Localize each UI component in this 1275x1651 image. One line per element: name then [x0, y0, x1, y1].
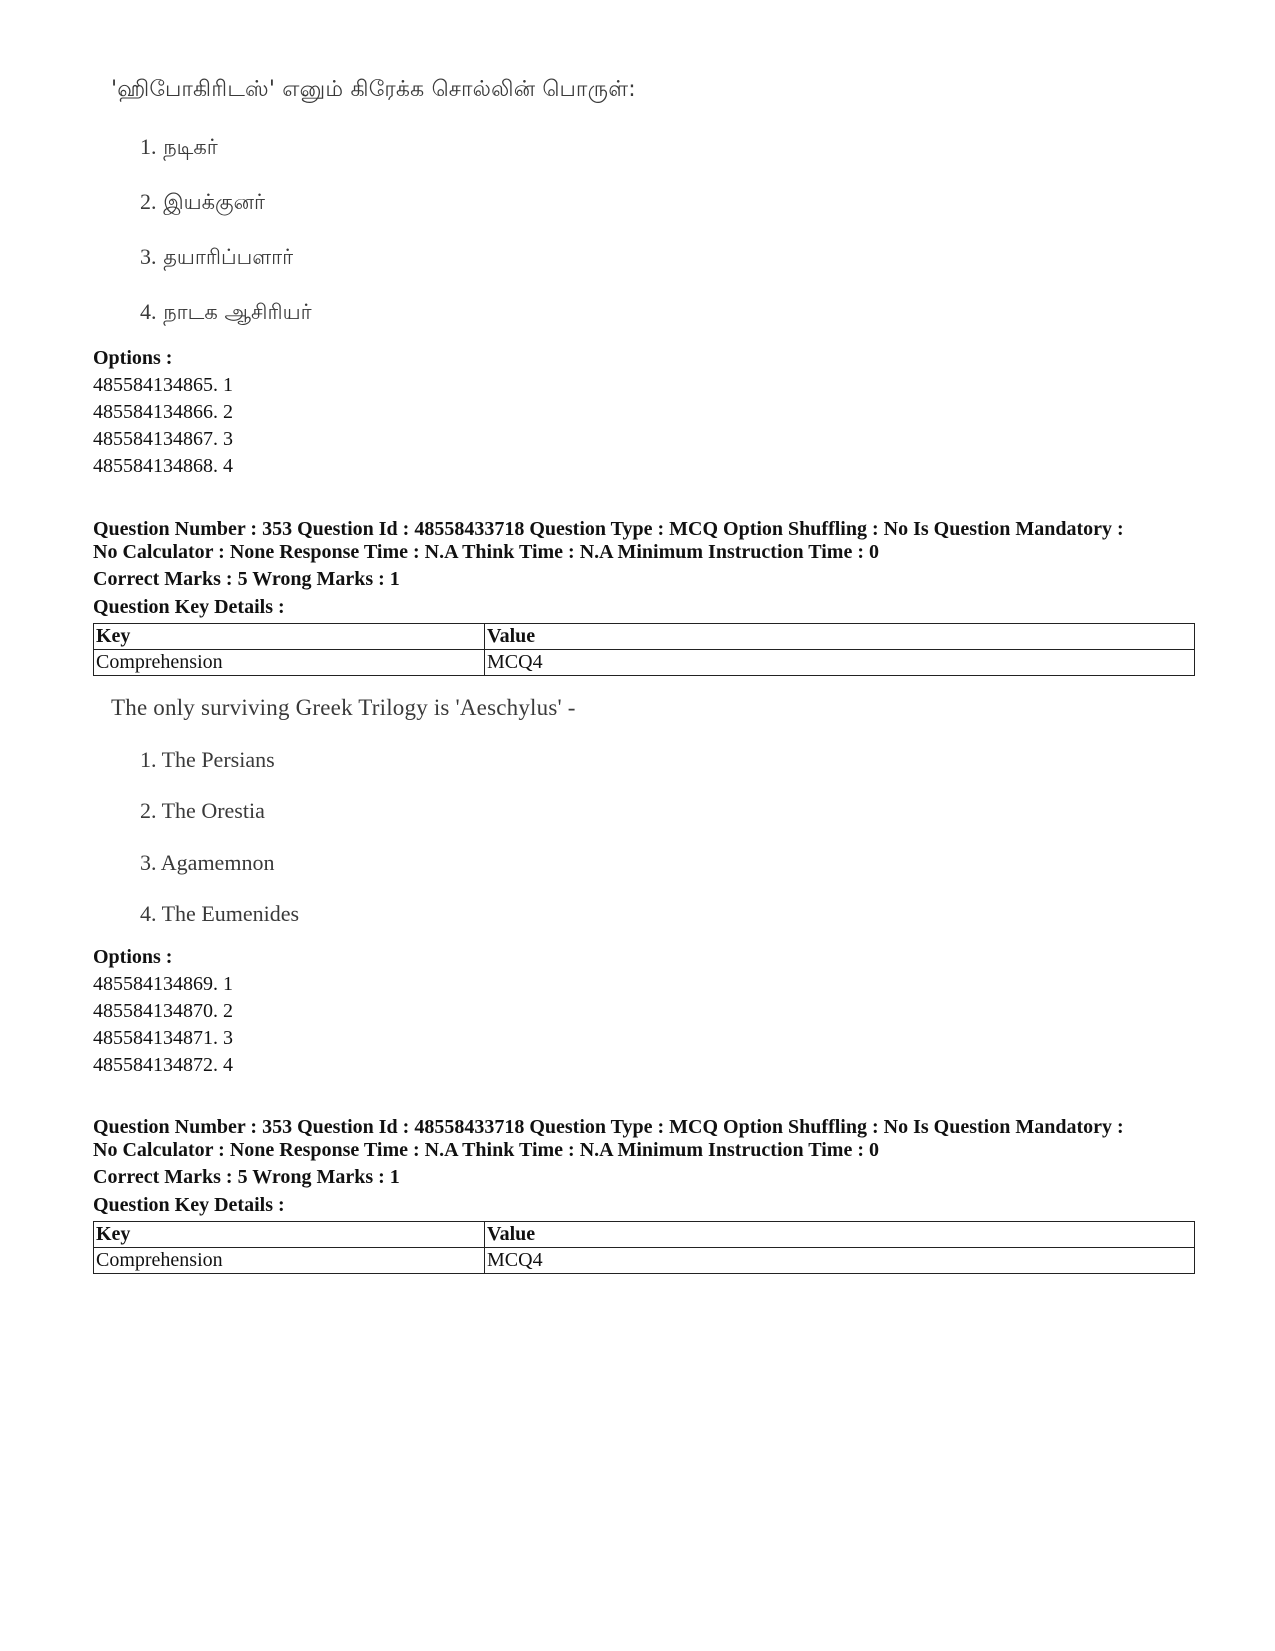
table-header-cell: Key: [94, 1222, 485, 1248]
table-cell: MCQ4: [485, 650, 1195, 676]
table-header-row: [94, 624, 1195, 650]
option-line: 485584134866. 2: [93, 401, 233, 423]
key-details-title: Question Key Details :: [93, 1194, 285, 1216]
key-details-table: [93, 623, 1195, 676]
choice-text: நாடக ஆசிரியர்: [163, 300, 312, 324]
table-cell: MCQ4: [485, 1248, 1195, 1274]
table-header-row: [94, 1222, 1195, 1248]
key-details-title: Question Key Details :: [93, 596, 285, 618]
question-stem: The only surviving Greek Trilogy is 'Aeschylus' -: [111, 695, 576, 720]
table-row: [94, 1248, 1195, 1274]
choice-text: The Persians: [161, 747, 275, 772]
choice-number: 4.: [140, 901, 157, 926]
option-line: 485584134872. 4: [93, 1054, 233, 1076]
question-stem: 'ஹிபோகிரிடஸ்' எனும் கிரேக்க சொல்லின் பொருள்:: [111, 77, 636, 102]
choice-item: [140, 747, 275, 773]
table-header-cell: Value: [485, 624, 1195, 650]
table-cell: Comprehension: [94, 1248, 485, 1274]
choice-item: [140, 244, 293, 272]
choice-item: [140, 134, 218, 162]
key-details-table: [93, 1221, 1195, 1274]
table-row: [94, 650, 1195, 676]
table-cell: Comprehension: [94, 650, 485, 676]
option-line: 485584134868. 4: [93, 455, 233, 477]
option-line: 485584134867. 3: [93, 428, 233, 450]
choice-item: [140, 299, 312, 327]
choice-number: 2.: [140, 189, 157, 214]
question-meta-line: Question Number : 353 Question Id : 48558433718 Question Type : MCQ Option Shuffling : No Is Question Mandatory :: [93, 518, 1124, 540]
choice-text: நடிகர்: [163, 135, 218, 159]
table-header-cell: Key: [94, 624, 485, 650]
option-line: 485584134871. 3: [93, 1027, 233, 1049]
marks-line: Correct Marks : 5 Wrong Marks : 1: [93, 568, 400, 590]
choice-text: தயாரிப்பளார்: [163, 245, 294, 269]
choice-text: இயக்குனர்: [163, 190, 265, 214]
choice-number: 3.: [140, 244, 157, 269]
choice-number: 1.: [140, 134, 157, 159]
choice-number: 2.: [140, 798, 157, 823]
question-meta-line: Question Number : 353 Question Id : 48558433718 Question Type : MCQ Option Shuffling : No Is Question Mandatory :: [93, 1116, 1124, 1138]
choice-item: [140, 850, 274, 876]
choice-item: [140, 798, 265, 824]
choice-text: Agamemnon: [160, 850, 275, 875]
choice-number: 1.: [140, 747, 157, 772]
question-meta-line: No Calculator : None Response Time : N.A Think Time : N.A Minimum Instruction Time : 0: [93, 1139, 879, 1161]
choice-item: [140, 901, 299, 927]
table-header-cell: Value: [485, 1222, 1195, 1248]
choice-text: The Eumenides: [161, 901, 300, 926]
option-line: 485584134865. 1: [93, 374, 233, 396]
option-line: 485584134870. 2: [93, 1000, 233, 1022]
question-meta-line: No Calculator : None Response Time : N.A Think Time : N.A Minimum Instruction Time : 0: [93, 541, 879, 563]
choice-number: 4.: [140, 299, 157, 324]
options-title: Options :: [93, 946, 173, 968]
options-title: Options :: [93, 347, 173, 369]
marks-line: Correct Marks : 5 Wrong Marks : 1: [93, 1166, 400, 1188]
choice-item: [140, 189, 265, 217]
option-line: 485584134869. 1: [93, 973, 233, 995]
choice-text: The Orestia: [161, 798, 265, 823]
choice-number: 3.: [140, 850, 157, 875]
